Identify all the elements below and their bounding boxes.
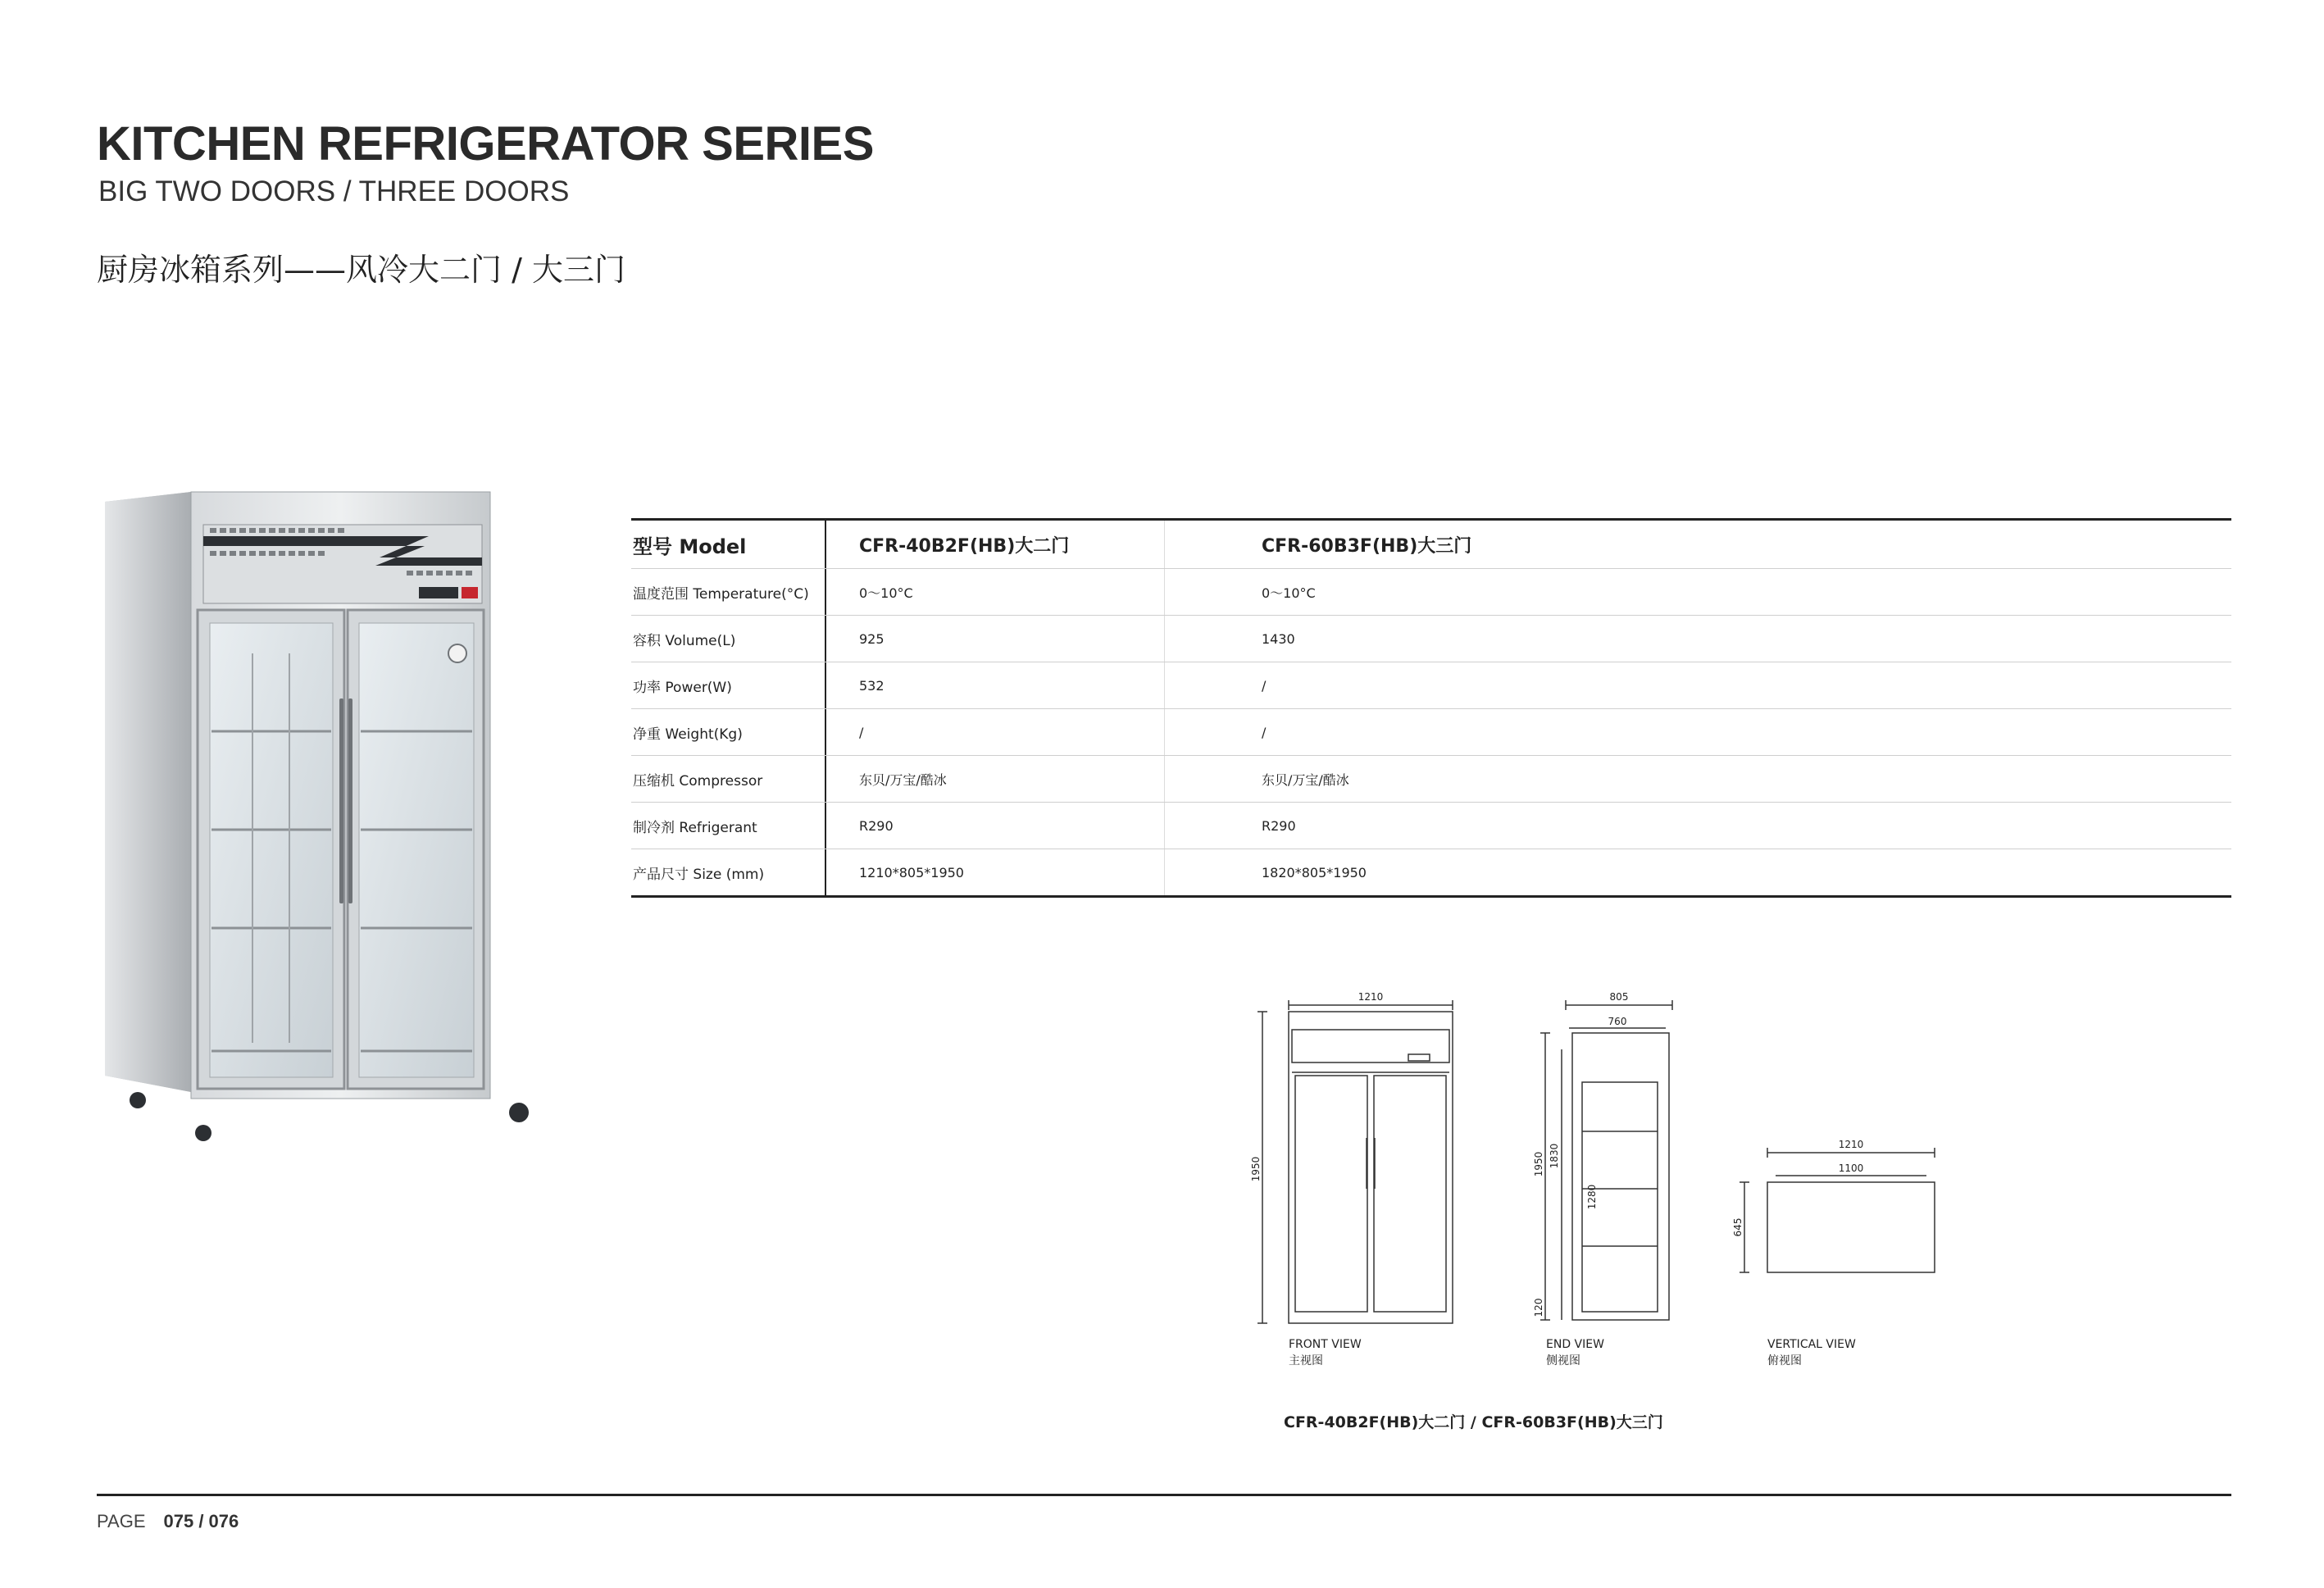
- front-view-cn: 主视图: [1289, 1354, 1323, 1367]
- spec-row: [631, 662, 2231, 709]
- spec-value-a: R290: [825, 803, 1164, 849]
- spec-row: [631, 756, 2231, 803]
- spec-table: [631, 518, 2231, 898]
- spec-value-a: 0～10°C: [825, 569, 1164, 615]
- spec-value-b: /: [1164, 662, 2231, 708]
- technical-drawings: [1230, 984, 1967, 1328]
- spec-header-row: [631, 521, 2231, 569]
- end-inner-height-dim: 1280: [1586, 1184, 1598, 1210]
- end-body-dim: 1830: [1549, 1143, 1560, 1169]
- spec-value-b: 0～10°C: [1164, 569, 2231, 615]
- end-depth-dim: 805: [1609, 991, 1629, 1003]
- spec-label: 型号 Model: [633, 535, 747, 558]
- spec-row: [631, 709, 2231, 756]
- end-view-en: END VIEW: [1546, 1338, 1604, 1351]
- spec-value-b: 东贝/万宝/酷冰: [1164, 756, 2231, 802]
- spec-row: [631, 616, 2231, 662]
- refrigerator-product-image: [97, 485, 556, 1158]
- spec-value-b: 1430: [1164, 616, 2231, 662]
- chinese-title: 厨房冰箱系列——风冷大二门 / 大三门: [97, 252, 625, 288]
- spec-label: 压缩机 Compressor: [633, 772, 763, 789]
- footer-divider: [97, 1494, 2231, 1496]
- spec-value-a: /: [825, 709, 1164, 755]
- spec-value-a: 925: [825, 616, 1164, 662]
- spec-value-a: 1210*805*1950: [825, 849, 1164, 895]
- spec-row: [631, 849, 2231, 895]
- page-footer: [97, 1511, 239, 1532]
- page-subtitle: BIG TWO DOORS / THREE DOORS: [98, 175, 570, 207]
- spec-label: 温度范围 Temperature(°C): [633, 585, 809, 603]
- spec-value-a: 东贝/万宝/酷冰: [825, 756, 1164, 802]
- vertical-width-dim: 1210: [1838, 1139, 1864, 1150]
- page-number: 075 / 076: [163, 1511, 239, 1531]
- vertical-view-cn: 俯视图: [1767, 1354, 1802, 1367]
- spec-label: 净重 Weight(Kg): [633, 726, 743, 743]
- spec-value-b: R290: [1164, 803, 2231, 849]
- spec-value-b: /: [1164, 709, 2231, 755]
- vertical-inner-dim: 1100: [1838, 1163, 1864, 1174]
- spec-row: [631, 569, 2231, 616]
- vertical-depth-dim: 645: [1732, 1217, 1744, 1237]
- vertical-view-drawing: [1740, 1148, 1935, 1272]
- spec-row: [631, 803, 2231, 849]
- spec-label: 功率 Power(W): [633, 679, 732, 696]
- spec-value-a: 532: [825, 662, 1164, 708]
- end-inner-dim: 760: [1608, 1016, 1627, 1027]
- page-title: KITCHEN REFRIGERATOR SERIES: [97, 117, 874, 171]
- end-view-cn: 侧视图: [1546, 1354, 1580, 1367]
- vertical-view-en: VERTICAL VIEW: [1767, 1338, 1856, 1351]
- vertical-view-label: [1767, 1336, 1856, 1369]
- end-view-label: [1546, 1336, 1604, 1369]
- spec-model-b: CFR-60B3F(HB)大三门: [1164, 521, 2231, 568]
- spec-label: 制冷剂 Refrigerant: [633, 819, 757, 836]
- drawing-caption: CFR-40B2F(HB)大二门 / CFR-60B3F(HB)大三门: [1284, 1413, 1663, 1431]
- spec-value-b: 1820*805*1950: [1164, 849, 2231, 895]
- front-view-en: FRONT VIEW: [1289, 1338, 1362, 1351]
- spec-label: 容积 Volume(L): [633, 632, 736, 649]
- page-label: PAGE: [97, 1511, 146, 1531]
- front-width-dim: 1210: [1358, 991, 1384, 1003]
- front-view-drawing: [1258, 1000, 1453, 1323]
- spec-label: 产品尺寸 Size (mm): [633, 866, 765, 883]
- front-view-label: [1289, 1336, 1362, 1369]
- end-foot-dim: 120: [1533, 1298, 1544, 1317]
- spec-model-a: CFR-40B2F(HB)大二门: [825, 521, 1164, 568]
- front-height-dim: 1950: [1250, 1156, 1262, 1182]
- end-height-dim: 1950: [1533, 1151, 1544, 1177]
- end-view-drawing: [1540, 1000, 1672, 1320]
